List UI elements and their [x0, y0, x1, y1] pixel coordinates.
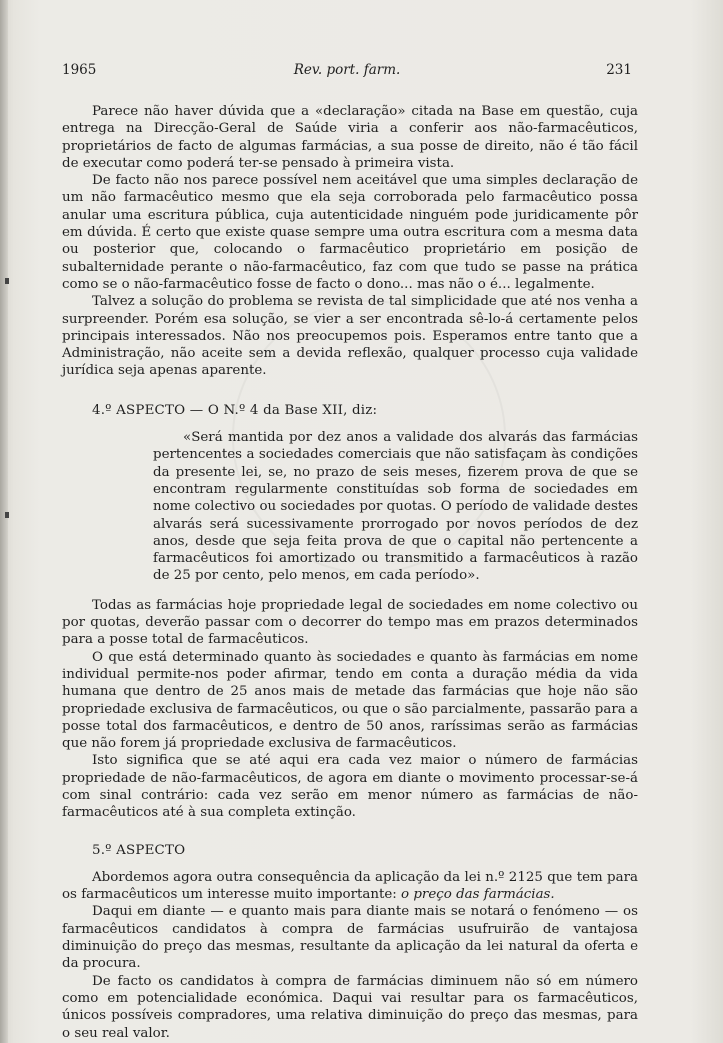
paragraph: Parece não haver dúvida que a «declaração» citada na Base em questão, cuja entrega na Direcção-Geral de Saúde viria a conferir aos não-farmacêuticos, proprietários de facto de algumas farmácias, a sua posse de direito, não é tão fácil de executar como poderá ter-se pensado à primeira vista.	[62, 104, 638, 171]
paragraph: Talvez a solução do problema se revista de tal simplicidade que até nos venha a surpreender. Porém esa solução, se vier a ser encontrada sê-lo-á certamente pelos principais interessados. Não nos preocupemos pois. Esperamos entre tanto que a Administração, não aceite sem a devida reflexão, qualquer processo cuja validade jurídica seja apenas aparente.	[62, 294, 638, 379]
section-heading-5: 5.º ASPECTO	[92, 842, 186, 858]
margin-mark	[5, 278, 9, 284]
paragraph-text: Abordemos agora outra consequência da aplicação da lei n.º 2125 que tem para os farmacêuticos um interesse muito importante:	[62, 869, 638, 903]
block-quote: «Será mantida por dez anos a validade dos alvarás das farmácias pertencentes a sociedades comerciais que não satisfaçam às condições da presente lei, se, no prazo de seis meses, fizerem prova de que se encontram regularmente constituídas sob forma de sociedades em nome colectivo ou sociedades por quotas. O período de validade destes alvarás será sucessivamente prorrogado por novos períodos de dez anos, desde que seja feita prova de que o capital não pertencente a farmacêuticos foi amortizado ou transmitido a farmacêuticos à razão de 25 por cento, pelo menos, em cada período».	[153, 430, 638, 584]
paragraph: De facto não nos parece possível nem aceitável que uma simples declaração de um não farmacêutico mesmo que ela seja corroborada pelo farmacêutico possa anular uma escritura pública, cuja autenticidade ninguém pode juridicamente pôr em dúvida. É certo que existe quase sempre uma outra escritura com a mesma data ou posterior que, colocando o farmacêutico proprietário em posição de subalternidade perante o não-farmacêutico, faz com que tudo se passe na prática como se o não-farmacêutico fosse de facto o dono... mas não o é... legalmente.	[62, 173, 638, 292]
section-heading-4: 4.º ASPECTO — O N.º 4 da Base XII, diz:	[92, 402, 378, 418]
paragraph: Todas as farmácias hoje propriedade legal de sociedades em nome colectivo ou por quotas, deverão passar com o decorrer do tempo mas em prazos determinados para a posse total de farmacêuticos.	[62, 597, 638, 648]
article-body	[62, 103, 638, 1042]
header-year: 1965	[62, 62, 97, 78]
paragraph: Daqui em diante — e quanto mais para diante mais se notará o fenómeno — os farmacêuticos candidatos à compra de farmácias usufruirão de vantajosa diminuição do preço das mesmas, resultante da aplicação da lei natural da oferta e da procura.	[62, 904, 638, 972]
paragraph: O que está determinado quanto às sociedades e quanto às farmácias em nome individual permite-nos poder afirmar, tendo em conta a duração média da vida humana que dentro de 25 anos mais de metade das farmácias que hoje não são propriedade exclusiva de farmacêuticos, ou que o são parcialmente, passarão para a posse total dos farmacêuticos, e dentro de 50 anos, raríssimas serão as farmácias que não forem já propriedade exclusiva de farmacêuticos.	[62, 649, 638, 752]
margin-mark	[5, 512, 9, 518]
paragraph: De facto os candidatos à compra de farmácias diminuem não só em número como em potencialidade económica. Daqui vai resultar para os farmacêuticos, únicos possíveis compradores, uma relativa diminuição do preço das mesmas, para o seu real valor.	[62, 973, 638, 1041]
paragraph	[62, 869, 638, 904]
header-page-number: 231	[606, 62, 632, 78]
paragraph: Isto significa que se até aqui era cada vez maior o número de farmácias propriedade de não-farmacêuticos, de agora em diante o movimento processar-se-á com sinal contrário: cada vez serão em menor número as farmácias de não-farmacêuticos até à sua completa extinção.	[62, 753, 638, 821]
page-binding-edge	[0, 0, 8, 1043]
header-journal-title: Rev. port. farm.	[293, 62, 401, 78]
emphasis-text: o preço das farmácias.	[401, 887, 555, 903]
running-header	[62, 62, 632, 84]
